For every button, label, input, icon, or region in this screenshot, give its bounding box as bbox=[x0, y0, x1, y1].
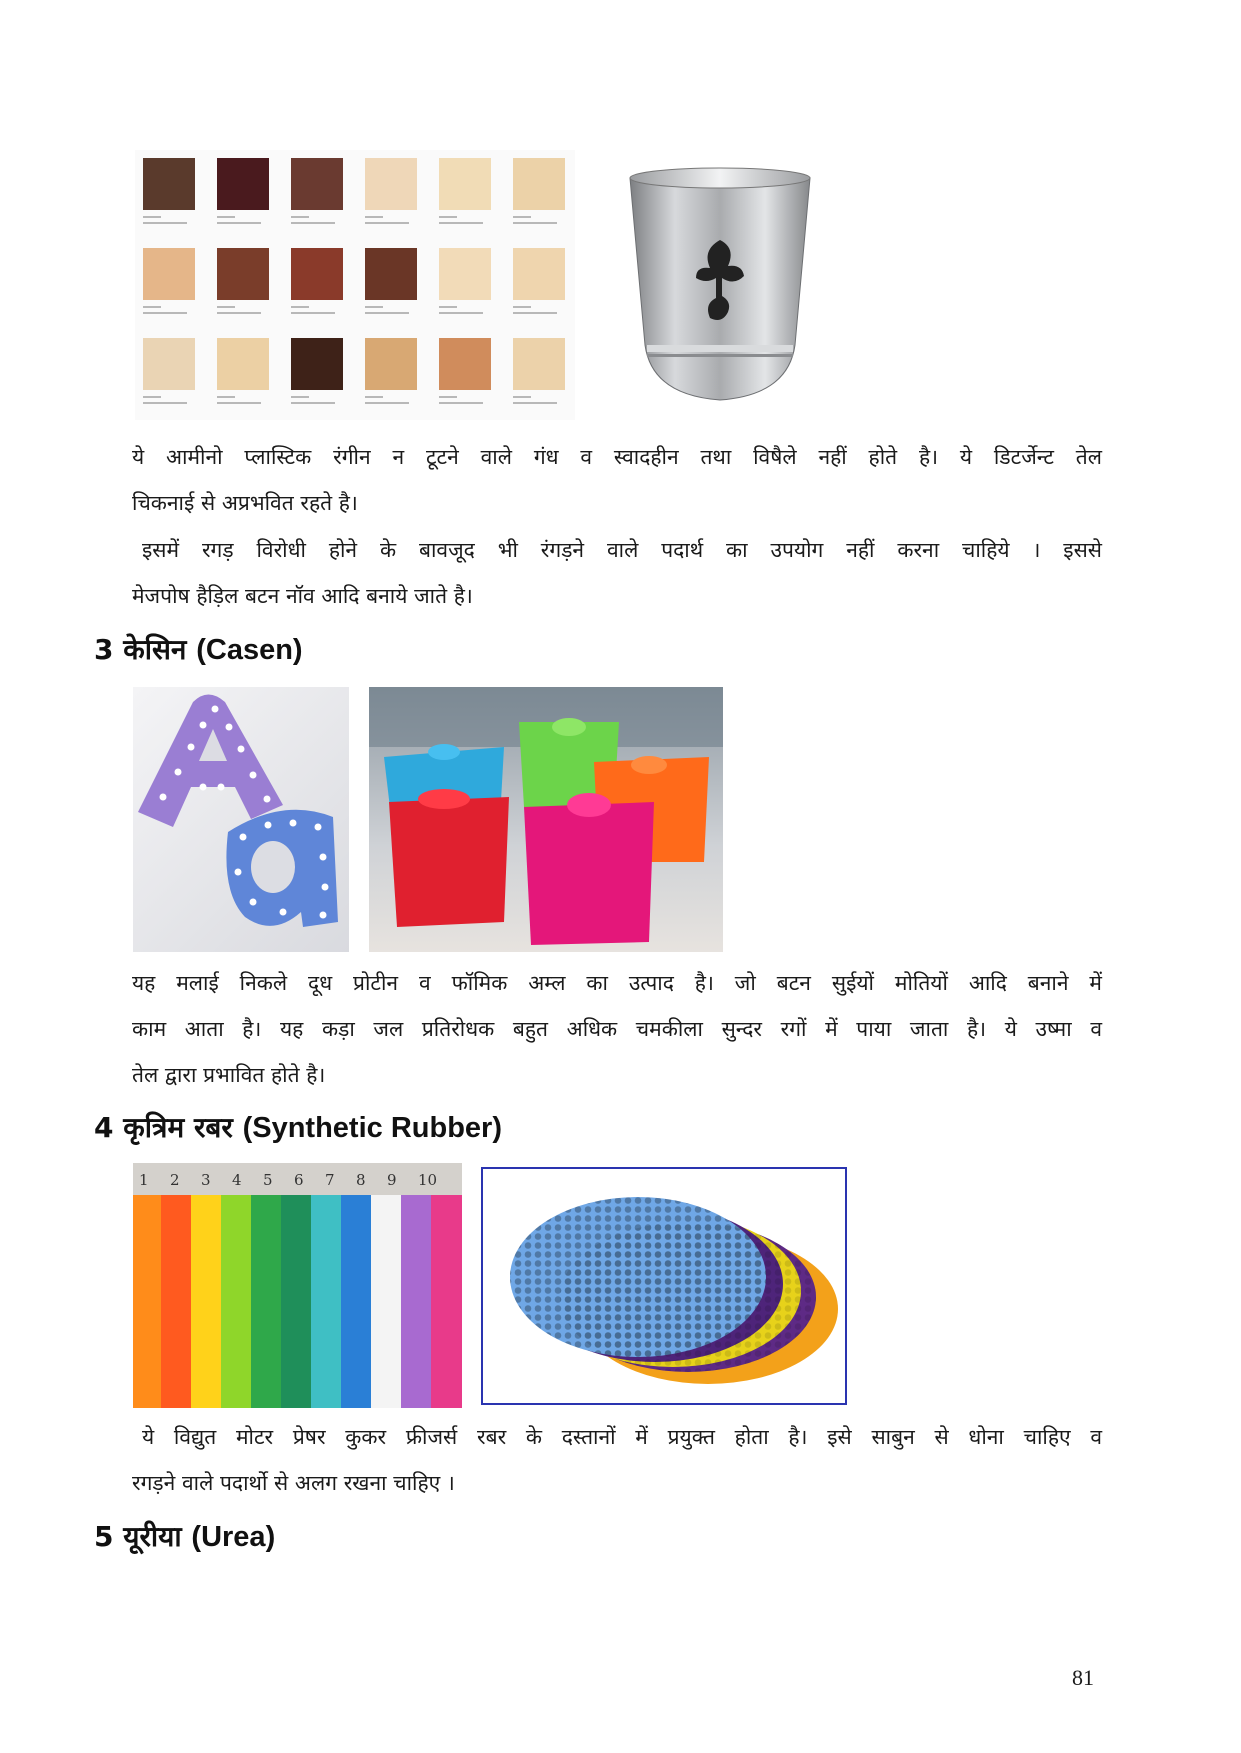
ruler-number-label: 9 bbox=[387, 1171, 397, 1189]
heading-number: 4 bbox=[94, 1111, 114, 1144]
aminoplastic-uses-line-1: इसमें रगड़ विरोधी होने के बावजूद भी रंगड़ने वाले पदार्थ का उपयोग नहीं करना चाहिये । इससे bbox=[142, 538, 1102, 562]
ruler-number-label: 10 bbox=[418, 1171, 438, 1189]
heading-english: (Casen) bbox=[196, 634, 303, 666]
heading-english: (Urea) bbox=[191, 1521, 276, 1553]
colorful-storage-boxes-image bbox=[369, 687, 723, 952]
silicone-trivets-image bbox=[481, 1167, 847, 1405]
rubber-sheets-image bbox=[133, 1163, 462, 1408]
ruler-number-label: 6 bbox=[294, 1171, 304, 1189]
section-heading-casein bbox=[94, 630, 303, 668]
wood-laminate-swatches-image bbox=[135, 150, 575, 420]
ruler-number-label: 3 bbox=[201, 1171, 211, 1189]
section-heading-urea bbox=[94, 1517, 275, 1555]
synthetic-rubber-uses-line-2: रगड़ने वाले पदार्थो से अलग रखना चाहिए । bbox=[132, 1471, 455, 1495]
ruler-number-label: 7 bbox=[325, 1171, 335, 1189]
ruler-number-label: 4 bbox=[232, 1171, 242, 1189]
aminoplastic-properties-line-2: चिकनाई से अप्रभवित रहते है। bbox=[132, 491, 358, 515]
page-number: 81 bbox=[1072, 1665, 1094, 1690]
heading-english: (Synthetic Rubber) bbox=[242, 1112, 502, 1144]
ruler-number-label: 5 bbox=[263, 1171, 273, 1189]
casein-description-line-2: काम आता है। यह कड़ा जल प्रतिरोधक बहुत अधिक चमकीला सुन्दर रगों में पाया जाता है। ये उष्मा व bbox=[132, 1017, 1102, 1041]
heading-hindi: कृत्रिम रबर bbox=[123, 1111, 233, 1144]
casein-description-line-1: यह मलाई निकले दूध प्रोटीन व फॉमिक अम्ल का उत्पाद है। जो बटन सुईयों मोतियों आदि बनाने में bbox=[132, 971, 1102, 995]
heading-number: 3 bbox=[94, 633, 114, 666]
casein-description-line-3: तेल द्वारा प्रभावित होते है। bbox=[132, 1063, 326, 1087]
ruler-number-label: 2 bbox=[170, 1171, 180, 1189]
heading-hindi: यूरीया bbox=[123, 1520, 182, 1553]
ruler-number-label: 8 bbox=[356, 1171, 366, 1189]
ruler-number-label: 1 bbox=[139, 1171, 149, 1189]
heading-hindi: केसिन bbox=[123, 633, 187, 666]
aminoplastic-properties-line-1: ये आमीनो प्लास्टिक रंगीन न टूटने वाले गंध व स्वादहीन तथा विषैले नहीं होते है। ये डिटर्जेन्ट तेल bbox=[132, 445, 1102, 469]
steel-tumbler-image bbox=[620, 160, 820, 420]
section-heading-synthetic-rubber bbox=[94, 1108, 502, 1146]
synthetic-rubber-uses-line-1: ये विद्युत मोटर प्रेषर कुकर फ्रीजर्स रबर के दस्तानों में प्रयुक्त होता है। इसे साबुन से धोना चाहिए व bbox=[142, 1425, 1102, 1449]
heading-number: 5 bbox=[94, 1520, 114, 1553]
alphabet-letters-image bbox=[133, 687, 349, 952]
aminoplastic-uses-line-2: मेजपोष हैड़िल बटन नॉव आदि बनाये जाते है। bbox=[132, 584, 473, 608]
